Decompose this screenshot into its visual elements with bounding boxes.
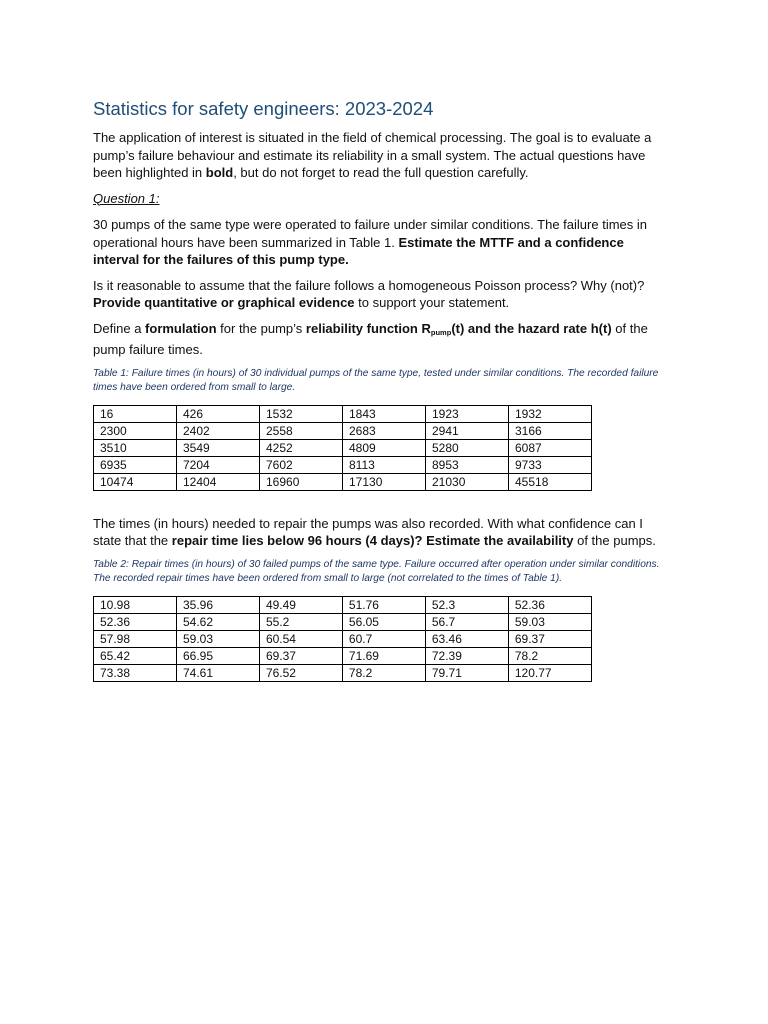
table-cell: 59.03 <box>176 630 259 647</box>
table2-wrapper <box>93 596 673 682</box>
repair-text-1: The times (in hours) needed to repair the pumps was also recorded. With what confidence can I state that the <box>93 515 643 548</box>
table-cell: 54.62 <box>176 613 259 630</box>
table1-wrapper <box>93 405 673 491</box>
table-cell: 49.49 <box>259 596 342 613</box>
table-cell: 60.7 <box>342 630 425 647</box>
table-cell: 12404 <box>177 473 260 490</box>
table-cell: 16960 <box>260 473 343 490</box>
table-cell: 63.46 <box>425 630 508 647</box>
table-row <box>94 405 592 422</box>
table-row <box>94 630 592 647</box>
table-cell: 56.7 <box>425 613 508 630</box>
poisson-text-2: to support your statement. <box>354 295 510 310</box>
table-cell: 4252 <box>260 439 343 456</box>
table-cell: 1923 <box>426 405 509 422</box>
table-cell: 7204 <box>177 456 260 473</box>
table-cell: 35.96 <box>176 596 259 613</box>
table-row <box>94 439 592 456</box>
table-cell: 69.37 <box>508 630 591 647</box>
table-cell: 10.98 <box>94 596 177 613</box>
document-title: Statistics for safety engineers: 2023-2024 <box>93 98 434 119</box>
poisson-text-1: Is it reasonable to assume that the failure follows a homogeneous Poisson process? Why (not)? <box>93 277 645 293</box>
intro-bold: bold <box>205 165 234 180</box>
table-cell: 3549 <box>177 439 260 456</box>
table-cell: 426 <box>177 405 260 422</box>
table-cell: 2300 <box>94 422 177 439</box>
formulation-text-1: Define a <box>93 320 146 336</box>
table-cell: 65.42 <box>94 647 177 664</box>
table-cell: 2558 <box>260 422 343 439</box>
table-row <box>94 596 592 613</box>
table-row <box>94 473 592 490</box>
table-cell: 2402 <box>177 422 260 439</box>
table-cell: 55.2 <box>259 613 342 630</box>
table-cell: 6935 <box>94 456 177 473</box>
table-cell: 72.39 <box>425 647 508 664</box>
table-cell: 52.3 <box>425 596 508 613</box>
poisson-paragraph <box>93 277 673 312</box>
mttf-paragraph <box>93 216 673 269</box>
intro-text-1: The application of interest is situated in the field of chemical processing. The goal is to evaluate a pump’s failure behaviour and estimate its reliability in a small system. The actual questions have been highlighted in <box>93 130 652 180</box>
table-cell: 66.95 <box>176 647 259 664</box>
formulation-bold-3: (t) and the hazard rate h(t) <box>451 320 612 336</box>
table-cell: 16 <box>94 405 177 422</box>
table-cell: 5280 <box>426 439 509 456</box>
repair-bold: repair time lies below 96 hours (4 days)? Estimate the availability <box>171 533 574 548</box>
table-cell: 17130 <box>343 473 426 490</box>
table-cell: 3510 <box>94 439 177 456</box>
table-cell: 73.38 <box>94 664 177 681</box>
table1-caption: Table 1: Failure times (in hours) of 30 individual pumps of the same type, tested under similar conditions. The recorded failure times have been ordered from small to large. <box>93 367 659 393</box>
table-cell: 56.05 <box>342 613 425 630</box>
failure-times-table <box>93 405 592 491</box>
formulation-paragraph <box>93 320 673 359</box>
table-cell: 52.36 <box>508 596 591 613</box>
intro-paragraph <box>93 129 673 182</box>
repair-times-table <box>93 596 592 682</box>
table-cell: 21030 <box>426 473 509 490</box>
table-cell: 4809 <box>343 439 426 456</box>
formulation-bold-1: formulation <box>145 320 217 336</box>
table-cell: 120.77 <box>508 664 591 681</box>
table-cell: 45518 <box>509 473 592 490</box>
formulation-subscript: pump <box>430 327 452 337</box>
repair-paragraph <box>93 515 673 550</box>
table-cell: 52.36 <box>94 613 177 630</box>
table-cell: 74.61 <box>176 664 259 681</box>
table-cell: 51.76 <box>342 596 425 613</box>
table-cell: 2683 <box>343 422 426 439</box>
table-cell: 2941 <box>426 422 509 439</box>
table-cell: 8113 <box>343 456 426 473</box>
table-cell: 59.03 <box>508 613 591 630</box>
formulation-text-2: for the pump’s <box>216 320 306 336</box>
table-cell: 9733 <box>509 456 592 473</box>
repair-text-2: of the pumps. <box>573 533 656 548</box>
table-cell: 10474 <box>94 473 177 490</box>
poisson-bold: Provide quantitative or graphical evidence <box>93 295 355 310</box>
table-row <box>94 664 592 681</box>
table-cell: 1932 <box>509 405 592 422</box>
table-cell: 78.2 <box>508 647 591 664</box>
table-cell: 69.37 <box>259 647 342 664</box>
table2-caption: Table 2: Repair times (in hours) of 30 failed pumps of the same type. Failure occurred after operation under similar conditions. The recorded repair times have been ordered from small to large (not correlated to the times of Table 1). <box>93 558 660 584</box>
mttf-bold: Estimate the MTTF and a confidence interval for the failures of this pump type. <box>93 234 624 267</box>
table-cell: 71.69 <box>342 647 425 664</box>
document-page <box>93 97 673 706</box>
table-row <box>94 647 592 664</box>
table-cell: 6087 <box>509 439 592 456</box>
mttf-text: 30 pumps of the same type were operated to failure under similar conditions. The failure times in operational hours have been summarized in Table 1. <box>93 217 647 250</box>
table-cell: 8953 <box>426 456 509 473</box>
table-cell: 78.2 <box>342 664 425 681</box>
table-cell: 60.54 <box>259 630 342 647</box>
table-row <box>94 456 592 473</box>
table-row <box>94 422 592 439</box>
table-cell: 57.98 <box>94 630 177 647</box>
question-label: Question 1: <box>93 190 160 206</box>
table-row <box>94 613 592 630</box>
table-cell: 76.52 <box>259 664 342 681</box>
table-cell: 3166 <box>509 422 592 439</box>
table-cell: 79.71 <box>425 664 508 681</box>
intro-text-2: , but do not forget to read the full question carefully. <box>233 165 529 180</box>
formulation-text-3: of the pump failure times. <box>93 320 648 357</box>
formulation-bold-2: reliability function R <box>305 320 431 336</box>
table-cell: 1843 <box>343 405 426 422</box>
table-cell: 1532 <box>260 405 343 422</box>
table-cell: 7602 <box>260 456 343 473</box>
